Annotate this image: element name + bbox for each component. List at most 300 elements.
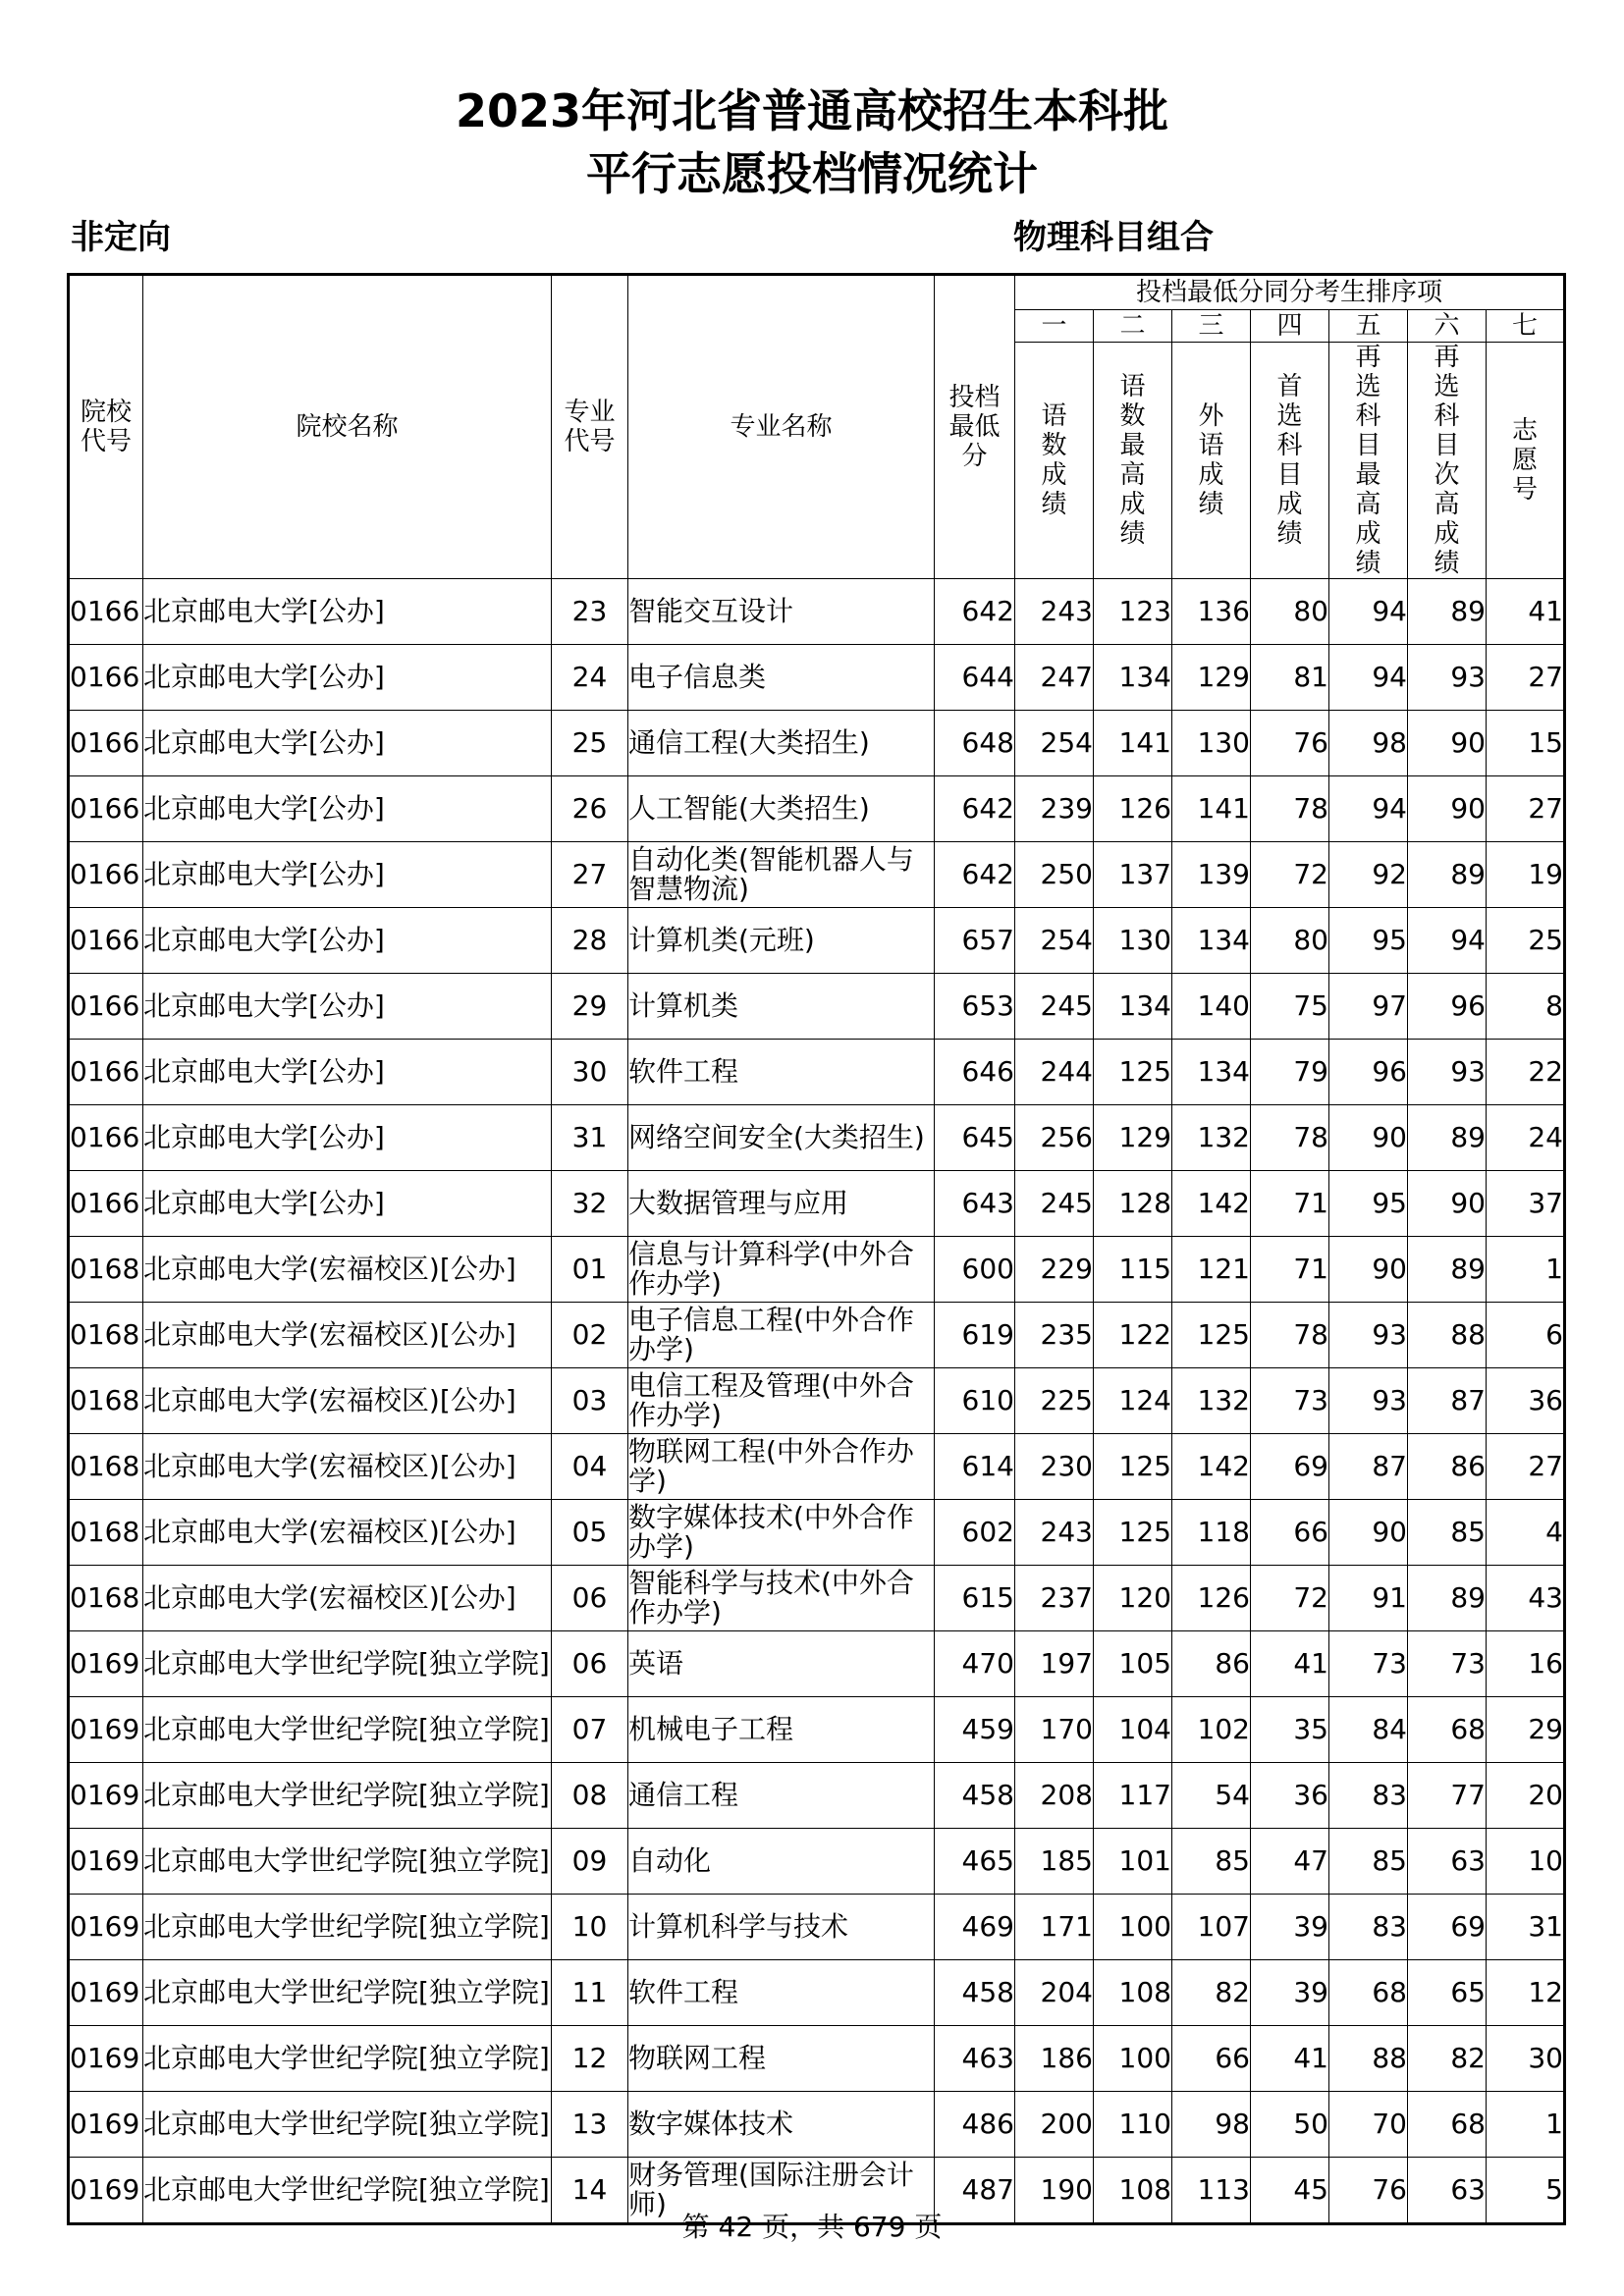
sort-item-5-cell: 95 (1329, 908, 1408, 974)
sort-item-3-cell: 134 (1172, 908, 1251, 974)
major-code-cell: 23 (552, 579, 628, 645)
sort-item-5-cell: 91 (1329, 1566, 1408, 1631)
major-name-cell: 英语 (628, 1631, 935, 1697)
major-code-cell: 32 (552, 1171, 628, 1237)
sort-item-3-cell: 102 (1172, 1697, 1251, 1763)
sort-item-1-cell: 185 (1015, 1829, 1094, 1895)
sort-item-2-cell: 128 (1094, 1171, 1172, 1237)
table-row (69, 1434, 1565, 1500)
major-code-cell: 06 (552, 1631, 628, 1697)
sort-item-5-cell: 94 (1329, 579, 1408, 645)
school-code-cell: 0168 (69, 1566, 143, 1631)
sort-item-1-cell: 245 (1015, 974, 1094, 1040)
sort-item-4-cell: 39 (1251, 1895, 1329, 1960)
sort-item-6-cell: 86 (1408, 1434, 1487, 1500)
major-code-cell: 14 (552, 2158, 628, 2224)
sort-item-5-cell: 83 (1329, 1763, 1408, 1829)
table-row (69, 711, 1565, 776)
sort-item-3-cell: 66 (1172, 2026, 1251, 2092)
school-name-cell: 北京邮电大学[公办] (143, 1040, 552, 1105)
sort-item-7-cell: 6 (1487, 1303, 1565, 1368)
sort-item-2-cell: 130 (1094, 908, 1172, 974)
min-score-cell: 615 (935, 1566, 1015, 1631)
sort-item-1-cell: 171 (1015, 1895, 1094, 1960)
sort-item-2-cell: 124 (1094, 1368, 1172, 1434)
sort-item-5-cell: 92 (1329, 842, 1408, 908)
sort-item-5-cell: 85 (1329, 1829, 1408, 1895)
sort-item-7-cell: 8 (1487, 974, 1565, 1040)
sort-item-3-cell: 118 (1172, 1500, 1251, 1566)
major-name-cell: 自动化 (628, 1829, 935, 1895)
sort-item-3-cell: 125 (1172, 1303, 1251, 1368)
school-name-cell: 北京邮电大学世纪学院[独立学院] (143, 1631, 552, 1697)
sort-item-2-cell: 117 (1094, 1763, 1172, 1829)
major-name-cell: 电信工程及管理(中外合作办学) (628, 1368, 935, 1434)
table-row (69, 1631, 1565, 1697)
sort-item-6-cell: 93 (1408, 1040, 1487, 1105)
sort-item-6-cell: 89 (1408, 1566, 1487, 1631)
table-row (69, 776, 1565, 842)
school-name-cell: 北京邮电大学(宏福校区)[公办] (143, 1368, 552, 1434)
sort-item-3-cell: 134 (1172, 1040, 1251, 1105)
sort-item-4-cell: 39 (1251, 1960, 1329, 2026)
major-name-cell: 电子信息类 (628, 645, 935, 711)
major-name-cell: 通信工程 (628, 1763, 935, 1829)
sort-item-2-cell: 108 (1094, 1960, 1172, 2026)
sort-item-3-cell: 129 (1172, 645, 1251, 711)
school-name-cell: 北京邮电大学世纪学院[独立学院] (143, 1829, 552, 1895)
major-name-cell: 智能交互设计 (628, 579, 935, 645)
school-name-cell: 北京邮电大学[公办] (143, 1105, 552, 1171)
sort-item-1-cell: 197 (1015, 1631, 1094, 1697)
school-code-cell: 0169 (69, 1631, 143, 1697)
sort-item-4-cell: 78 (1251, 1303, 1329, 1368)
sort-item-7-cell: 27 (1487, 776, 1565, 842)
sort-item-6-cell: 63 (1408, 2158, 1487, 2224)
sort-item-5-cell: 90 (1329, 1500, 1408, 1566)
major-code-cell: 26 (552, 776, 628, 842)
table-row (69, 1763, 1565, 1829)
min-score-cell: 646 (935, 1040, 1015, 1105)
school-code-cell: 0169 (69, 1960, 143, 2026)
sort-item-5-cell: 70 (1329, 2092, 1408, 2158)
sort-item-1-cell: 243 (1015, 1500, 1094, 1566)
major-name-cell: 电子信息工程(中外合作办学) (628, 1303, 935, 1368)
table-row (69, 908, 1565, 974)
school-code-cell: 0166 (69, 579, 143, 645)
admission-table (67, 273, 1566, 2225)
header-item-7: 志愿号 (1487, 343, 1565, 579)
min-score-cell: 463 (935, 2026, 1015, 2092)
sort-item-2-cell: 134 (1094, 974, 1172, 1040)
school-name-cell: 北京邮电大学[公办] (143, 645, 552, 711)
school-code-cell: 0166 (69, 776, 143, 842)
min-score-cell: 602 (935, 1500, 1015, 1566)
sort-item-5-cell: 97 (1329, 974, 1408, 1040)
subject-group-label: 物理科目组合 (1013, 218, 1214, 257)
header-order-3: 三 (1172, 310, 1251, 343)
school-name-cell: 北京邮电大学(宏福校区)[公办] (143, 1303, 552, 1368)
major-code-cell: 03 (552, 1368, 628, 1434)
major-name-cell: 人工智能(大类招生) (628, 776, 935, 842)
sort-item-7-cell: 29 (1487, 1697, 1565, 1763)
school-code-cell: 0168 (69, 1368, 143, 1434)
sort-item-7-cell: 16 (1487, 1631, 1565, 1697)
sort-item-6-cell: 85 (1408, 1500, 1487, 1566)
major-name-cell: 物联网工程(中外合作办学) (628, 1434, 935, 1500)
school-name-cell: 北京邮电大学[公办] (143, 711, 552, 776)
sort-item-5-cell: 87 (1329, 1434, 1408, 1500)
sort-item-3-cell: 142 (1172, 1171, 1251, 1237)
sort-item-5-cell: 83 (1329, 1895, 1408, 1960)
sort-item-5-cell: 90 (1329, 1237, 1408, 1303)
sort-item-5-cell: 96 (1329, 1040, 1408, 1105)
school-code-cell: 0166 (69, 1040, 143, 1105)
sort-item-7-cell: 15 (1487, 711, 1565, 776)
school-code-cell: 0169 (69, 1895, 143, 1960)
min-score-cell: 657 (935, 908, 1015, 974)
sort-item-4-cell: 80 (1251, 579, 1329, 645)
sort-item-5-cell: 94 (1329, 776, 1408, 842)
sort-item-6-cell: 94 (1408, 908, 1487, 974)
school-code-cell: 0169 (69, 2158, 143, 2224)
sort-item-3-cell: 140 (1172, 974, 1251, 1040)
school-name-cell: 北京邮电大学[公办] (143, 974, 552, 1040)
table-row (69, 1500, 1565, 1566)
sort-item-1-cell: 244 (1015, 1040, 1094, 1105)
table-row (69, 1040, 1565, 1105)
major-code-cell: 04 (552, 1434, 628, 1500)
sort-item-6-cell: 89 (1408, 1105, 1487, 1171)
major-code-cell: 30 (552, 1040, 628, 1105)
sort-item-4-cell: 41 (1251, 1631, 1329, 1697)
min-score-cell: 459 (935, 1697, 1015, 1763)
sort-item-7-cell: 20 (1487, 1763, 1565, 1829)
sort-item-1-cell: 237 (1015, 1566, 1094, 1631)
major-code-cell: 11 (552, 1960, 628, 2026)
school-name-cell: 北京邮电大学(宏福校区)[公办] (143, 1566, 552, 1631)
table-row (69, 1566, 1565, 1631)
table-row (69, 1171, 1565, 1237)
sort-item-6-cell: 69 (1408, 1895, 1487, 1960)
min-score-cell: 458 (935, 1763, 1015, 1829)
sort-item-3-cell: 113 (1172, 2158, 1251, 2224)
sort-item-2-cell: 110 (1094, 2092, 1172, 2158)
school-code-cell: 0166 (69, 1171, 143, 1237)
min-score-cell: 487 (935, 2158, 1015, 2224)
document-title-line1: 2023年河北省普通高校招生本科批 (455, 84, 1169, 137)
school-name-cell: 北京邮电大学(宏福校区)[公办] (143, 1500, 552, 1566)
sort-item-4-cell: 45 (1251, 2158, 1329, 2224)
school-name-cell: 北京邮电大学世纪学院[独立学院] (143, 2158, 552, 2224)
sort-item-4-cell: 35 (1251, 1697, 1329, 1763)
table-row (69, 645, 1565, 711)
sort-item-1-cell: 230 (1015, 1434, 1094, 1500)
sort-item-3-cell: 121 (1172, 1237, 1251, 1303)
major-code-cell: 10 (552, 1895, 628, 1960)
sort-item-3-cell: 132 (1172, 1368, 1251, 1434)
sort-item-7-cell: 41 (1487, 579, 1565, 645)
major-name-cell: 数字媒体技术 (628, 2092, 935, 2158)
school-name-cell: 北京邮电大学(宏福校区)[公办] (143, 1237, 552, 1303)
sort-item-7-cell: 31 (1487, 1895, 1565, 1960)
min-score-cell: 642 (935, 579, 1015, 645)
sort-item-3-cell: 139 (1172, 842, 1251, 908)
sort-item-5-cell: 84 (1329, 1697, 1408, 1763)
header-order-5: 五 (1329, 310, 1408, 343)
major-name-cell: 计算机类 (628, 974, 935, 1040)
sort-item-3-cell: 54 (1172, 1763, 1251, 1829)
sort-item-4-cell: 73 (1251, 1368, 1329, 1434)
table-row (69, 1960, 1565, 2026)
sort-item-5-cell: 93 (1329, 1303, 1408, 1368)
min-score-cell: 486 (935, 2092, 1015, 2158)
min-score-cell: 600 (935, 1237, 1015, 1303)
sort-item-7-cell: 24 (1487, 1105, 1565, 1171)
school-code-cell: 0166 (69, 711, 143, 776)
school-name-cell: 北京邮电大学[公办] (143, 776, 552, 842)
document-title-line2: 平行志愿投档情况统计 (586, 147, 1038, 200)
major-name-cell: 信息与计算科学(中外合作办学) (628, 1237, 935, 1303)
sort-item-6-cell: 65 (1408, 1960, 1487, 2026)
sort-item-1-cell: 186 (1015, 2026, 1094, 2092)
major-code-cell: 25 (552, 711, 628, 776)
sort-item-1-cell: 229 (1015, 1237, 1094, 1303)
header-order-7: 七 (1487, 310, 1565, 343)
school-name-cell: 北京邮电大学(宏福校区)[公办] (143, 1434, 552, 1500)
sort-item-2-cell: 125 (1094, 1040, 1172, 1105)
header-min-score: 投档最低分 (935, 275, 1015, 579)
sort-item-6-cell: 82 (1408, 2026, 1487, 2092)
table-header (69, 275, 1565, 579)
sort-item-4-cell: 36 (1251, 1763, 1329, 1829)
major-name-cell: 财务管理(国际注册会计师) (628, 2158, 935, 2224)
school-code-cell: 0169 (69, 1697, 143, 1763)
table-row (69, 1829, 1565, 1895)
sort-item-4-cell: 71 (1251, 1171, 1329, 1237)
major-name-cell: 通信工程(大类招生) (628, 711, 935, 776)
sort-item-2-cell: 101 (1094, 1829, 1172, 1895)
major-name-cell: 软件工程 (628, 1040, 935, 1105)
sort-item-2-cell: 125 (1094, 1434, 1172, 1500)
school-name-cell: 北京邮电大学世纪学院[独立学院] (143, 1960, 552, 2026)
header-item-2: 语数最高成绩 (1094, 343, 1172, 579)
min-score-cell: 642 (935, 842, 1015, 908)
school-name-cell: 北京邮电大学世纪学院[独立学院] (143, 1697, 552, 1763)
sort-item-2-cell: 115 (1094, 1237, 1172, 1303)
sort-item-4-cell: 69 (1251, 1434, 1329, 1500)
school-code-cell: 0166 (69, 1105, 143, 1171)
sort-item-2-cell: 104 (1094, 1697, 1172, 1763)
major-name-cell: 计算机类(元班) (628, 908, 935, 974)
major-code-cell: 02 (552, 1303, 628, 1368)
sort-item-7-cell: 27 (1487, 645, 1565, 711)
school-code-cell: 0166 (69, 842, 143, 908)
major-code-cell: 29 (552, 974, 628, 1040)
sort-item-6-cell: 87 (1408, 1368, 1487, 1434)
school-code-cell: 0169 (69, 2026, 143, 2092)
header-major-name: 专业名称 (628, 275, 935, 579)
sort-item-2-cell: 120 (1094, 1566, 1172, 1631)
sort-item-6-cell: 90 (1408, 776, 1487, 842)
sort-item-4-cell: 76 (1251, 711, 1329, 776)
sort-item-3-cell: 130 (1172, 711, 1251, 776)
table-row (69, 974, 1565, 1040)
school-name-cell: 北京邮电大学[公办] (143, 579, 552, 645)
sort-item-3-cell: 141 (1172, 776, 1251, 842)
major-code-cell: 12 (552, 2026, 628, 2092)
sort-item-1-cell: 235 (1015, 1303, 1094, 1368)
sort-item-1-cell: 225 (1015, 1368, 1094, 1434)
sort-item-2-cell: 123 (1094, 579, 1172, 645)
sort-item-7-cell: 12 (1487, 1960, 1565, 2026)
sort-item-6-cell: 93 (1408, 645, 1487, 711)
sort-item-1-cell: 250 (1015, 842, 1094, 908)
sort-item-7-cell: 1 (1487, 2092, 1565, 2158)
major-code-cell: 08 (552, 1763, 628, 1829)
school-name-cell: 北京邮电大学世纪学院[独立学院] (143, 1763, 552, 1829)
school-code-cell: 0168 (69, 1303, 143, 1368)
sort-item-2-cell: 100 (1094, 2026, 1172, 2092)
min-score-cell: 648 (935, 711, 1015, 776)
sort-item-4-cell: 41 (1251, 2026, 1329, 2092)
sort-item-6-cell: 96 (1408, 974, 1487, 1040)
table-row (69, 579, 1565, 645)
sort-item-4-cell: 66 (1251, 1500, 1329, 1566)
sort-item-4-cell: 47 (1251, 1829, 1329, 1895)
sort-item-7-cell: 22 (1487, 1040, 1565, 1105)
header-order-2: 二 (1094, 310, 1172, 343)
sort-item-7-cell: 1 (1487, 1237, 1565, 1303)
major-code-cell: 24 (552, 645, 628, 711)
sort-item-1-cell: 208 (1015, 1763, 1094, 1829)
min-score-cell: 643 (935, 1171, 1015, 1237)
major-name-cell: 数字媒体技术(中外合作办学) (628, 1500, 935, 1566)
min-score-cell: 469 (935, 1895, 1015, 1960)
sort-item-2-cell: 126 (1094, 776, 1172, 842)
school-code-cell: 0168 (69, 1237, 143, 1303)
table-row (69, 842, 1565, 908)
sort-item-6-cell: 89 (1408, 1237, 1487, 1303)
sort-item-5-cell: 95 (1329, 1171, 1408, 1237)
sort-item-6-cell: 68 (1408, 2092, 1487, 2158)
school-code-cell: 0166 (69, 908, 143, 974)
school-name-cell: 北京邮电大学世纪学院[独立学院] (143, 1895, 552, 1960)
school-code-cell: 0166 (69, 645, 143, 711)
sort-item-2-cell: 137 (1094, 842, 1172, 908)
major-code-cell: 07 (552, 1697, 628, 1763)
sort-item-1-cell: 247 (1015, 645, 1094, 711)
sort-item-3-cell: 126 (1172, 1566, 1251, 1631)
sort-item-3-cell: 86 (1172, 1631, 1251, 1697)
sort-item-2-cell: 134 (1094, 645, 1172, 711)
major-name-cell: 网络空间安全(大类招生) (628, 1105, 935, 1171)
sort-item-4-cell: 50 (1251, 2092, 1329, 2158)
min-score-cell: 614 (935, 1434, 1015, 1500)
table-row (69, 1368, 1565, 1434)
sort-item-6-cell: 77 (1408, 1763, 1487, 1829)
sort-item-7-cell: 36 (1487, 1368, 1565, 1434)
school-code-cell: 0169 (69, 1763, 143, 1829)
sort-item-5-cell: 88 (1329, 2026, 1408, 2092)
school-code-cell: 0168 (69, 1500, 143, 1566)
table-row (69, 1697, 1565, 1763)
school-code-cell: 0168 (69, 1434, 143, 1500)
sort-item-4-cell: 78 (1251, 776, 1329, 842)
major-name-cell: 自动化类(智能机器人与智慧物流) (628, 842, 935, 908)
sort-item-3-cell: 107 (1172, 1895, 1251, 1960)
category-label: 非定向 (71, 218, 171, 257)
header-item-1: 语数成绩 (1015, 343, 1094, 579)
header-order-1: 一 (1015, 310, 1094, 343)
sort-item-6-cell: 68 (1408, 1697, 1487, 1763)
sort-item-4-cell: 78 (1251, 1105, 1329, 1171)
sort-item-3-cell: 142 (1172, 1434, 1251, 1500)
school-name-cell: 北京邮电大学[公办] (143, 908, 552, 974)
sort-item-7-cell: 10 (1487, 1829, 1565, 1895)
sort-item-1-cell: 254 (1015, 711, 1094, 776)
header-item-3: 外语成绩 (1172, 343, 1251, 579)
table-body (69, 579, 1565, 2224)
sort-item-6-cell: 73 (1408, 1631, 1487, 1697)
sort-item-6-cell: 88 (1408, 1303, 1487, 1368)
sort-item-5-cell: 68 (1329, 1960, 1408, 2026)
sort-item-2-cell: 105 (1094, 1631, 1172, 1697)
sort-item-1-cell: 254 (1015, 908, 1094, 974)
table-row (69, 2092, 1565, 2158)
sort-item-3-cell: 85 (1172, 1829, 1251, 1895)
sort-item-7-cell: 43 (1487, 1566, 1565, 1631)
sort-item-7-cell: 30 (1487, 2026, 1565, 2092)
major-code-cell: 31 (552, 1105, 628, 1171)
sort-item-2-cell: 122 (1094, 1303, 1172, 1368)
major-name-cell: 计算机科学与技术 (628, 1895, 935, 1960)
sort-item-6-cell: 89 (1408, 842, 1487, 908)
sort-item-7-cell: 37 (1487, 1171, 1565, 1237)
sort-item-3-cell: 132 (1172, 1105, 1251, 1171)
sort-item-5-cell: 94 (1329, 645, 1408, 711)
min-score-cell: 619 (935, 1303, 1015, 1368)
sort-item-4-cell: 72 (1251, 842, 1329, 908)
table-row (69, 2026, 1565, 2092)
header-sort-group: 投档最低分同分考生排序项 (1015, 275, 1565, 310)
sort-item-4-cell: 71 (1251, 1237, 1329, 1303)
sort-item-7-cell: 19 (1487, 842, 1565, 908)
sort-item-4-cell: 75 (1251, 974, 1329, 1040)
header-item-6: 再选科目次高成绩 (1408, 343, 1487, 579)
major-name-cell: 大数据管理与应用 (628, 1171, 935, 1237)
sort-item-2-cell: 108 (1094, 2158, 1172, 2224)
sort-item-7-cell: 27 (1487, 1434, 1565, 1500)
table-row (69, 1237, 1565, 1303)
table-row (69, 1895, 1565, 1960)
sort-item-4-cell: 79 (1251, 1040, 1329, 1105)
sort-item-4-cell: 72 (1251, 1566, 1329, 1631)
school-code-cell: 0169 (69, 1829, 143, 1895)
min-score-cell: 610 (935, 1368, 1015, 1434)
sort-item-2-cell: 129 (1094, 1105, 1172, 1171)
school-name-cell: 北京邮电大学世纪学院[独立学院] (143, 2026, 552, 2092)
table-row (69, 1303, 1565, 1368)
major-code-cell: 28 (552, 908, 628, 974)
major-code-cell: 27 (552, 842, 628, 908)
header-school-name: 院校名称 (143, 275, 552, 579)
sort-item-6-cell: 90 (1408, 1171, 1487, 1237)
school-code-cell: 0166 (69, 974, 143, 1040)
sort-item-6-cell: 89 (1408, 579, 1487, 645)
min-score-cell: 653 (935, 974, 1015, 1040)
sort-item-2-cell: 125 (1094, 1500, 1172, 1566)
